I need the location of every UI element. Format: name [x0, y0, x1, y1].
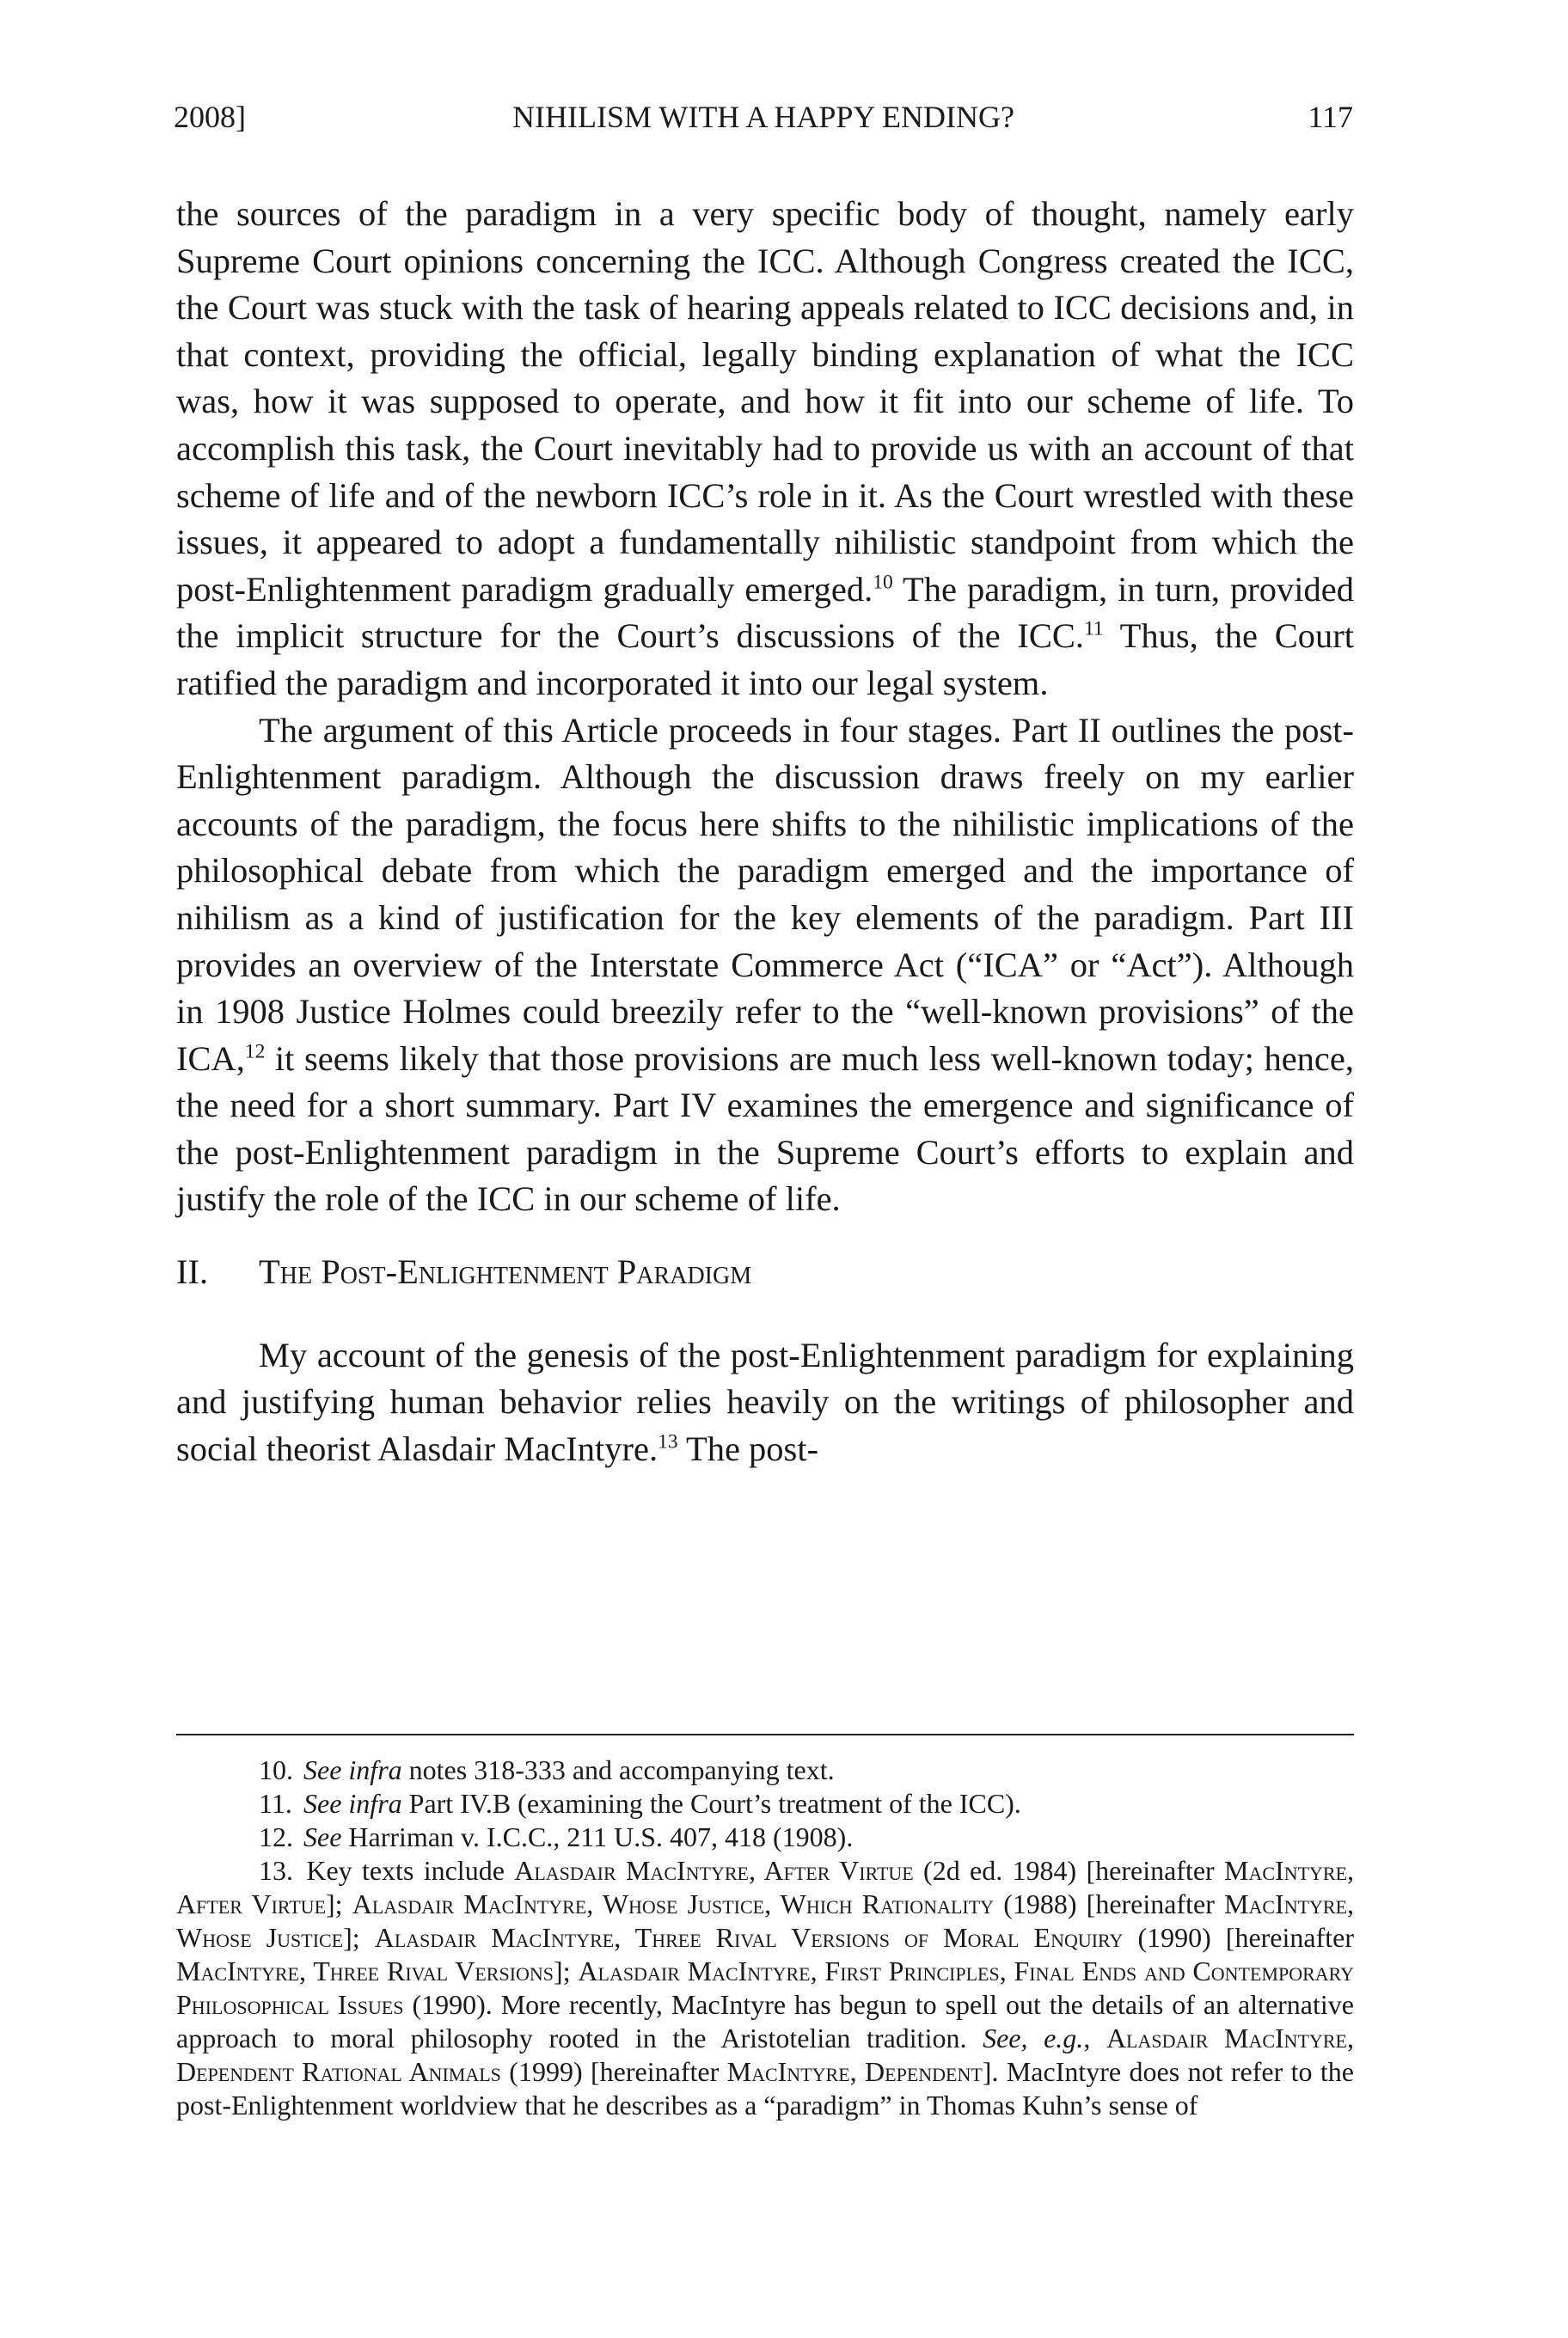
short-cite: MacIntyre, Dependent	[726, 2056, 983, 2087]
book-title: Alasdair MacIntyre, Dependent Rational Animals	[176, 2023, 1355, 2087]
citation-signal: See	[303, 1821, 342, 1852]
page-number: 117	[1308, 100, 1353, 134]
short-cite: MacIntyre, Whose Justice	[176, 1888, 1355, 1953]
paragraph-1	[176, 191, 1354, 707]
short-cite: MacIntyre, After Virtue	[176, 1855, 1355, 1919]
paragraph-1-text-c: Thus, the Court ratified the paradigm and incorporated it into our legal system.	[176, 616, 1354, 702]
book-title: Alasdair MacIntyre, After Virtue	[514, 1855, 914, 1886]
footnote-number: 11.	[259, 1788, 292, 1819]
header-year: 2008]	[174, 100, 246, 134]
running-header	[174, 93, 1353, 141]
footnote-text: (1999) [hereinafter	[500, 2056, 727, 2087]
section-heading	[176, 1249, 1354, 1296]
footnote-ref-13: 13	[658, 1430, 678, 1454]
footnote-text: Harriman v. I.C.C., 211 U.S. 407, 418 (1908).	[341, 1821, 854, 1852]
footnote-text: (2d ed. 1984) [hereinafter	[913, 1855, 1225, 1886]
book-title: Alasdair MacIntyre, Whose Justice, Which Rationality	[352, 1888, 995, 1919]
footnote-text: (1990) [hereinafter	[1123, 1922, 1354, 1953]
footnote-text: ,	[1083, 2023, 1106, 2053]
section-title: The Post-Enlightenment Paradigm	[259, 1252, 752, 1292]
section-number: II.	[176, 1252, 209, 1292]
paragraph-3-text-a: My account of the genesis of the post-Enlightenment paradigm for explaining and justifying human behavior relies heavily on the writings of philosopher and social theorist Alasdair MacIntyre.	[176, 1335, 1354, 1468]
citation-signal: See infra	[303, 1754, 402, 1785]
footnote-ref-12: 12	[244, 1040, 266, 1063]
footnote-13	[176, 1854, 1354, 2122]
footnote-text: ];	[554, 1955, 579, 1986]
footnotes	[176, 1754, 1354, 2122]
paragraph-2	[176, 707, 1354, 1224]
footnote-text: ];	[343, 1922, 375, 1953]
footnote-text: ]. MacIntyre does not refer to the post-Enlightenment worldview that he describes as a “paradigm” in Thomas Kuhn’s sense of	[176, 2056, 1355, 2121]
footnote-text: ];	[326, 1888, 352, 1919]
main-text	[176, 191, 1354, 1472]
footnote-10	[176, 1754, 1354, 1787]
footnote-number: 12.	[259, 1821, 293, 1852]
footnote-text: (1988) [hereinafter	[994, 1888, 1225, 1919]
header-title: NIHILISM WITH A HAPPY ENDING?	[512, 100, 1014, 134]
paragraph-1-text-b: The paradigm, in turn, provided the implicit structure for the Court’s discussions of the ICC.	[176, 569, 1354, 656]
footnote-12	[176, 1821, 1354, 1854]
footnote-text: Key texts include	[306, 1855, 515, 1886]
footnote-number: 13.	[259, 1855, 293, 1886]
citation-signal: See infra	[303, 1788, 402, 1819]
footnote-number: 10.	[259, 1754, 293, 1785]
paragraph-3	[176, 1332, 1354, 1473]
book-title: Alasdair MacIntyre, Three Rival Versions of Moral Enquiry	[374, 1922, 1124, 1953]
paragraph-3-text-b: The post-	[677, 1429, 819, 1468]
book-title: Alasdair MacIntyre, First Principles, Final Ends and Contemporary Philosophical Issues	[176, 1955, 1355, 2020]
paragraph-2-text-a: The argument of this Article proceeds in four stages. Part II outlines the post-Enlightenment paradigm. Although the discussion draws freely on my earlier accounts of the paradigm, the focus here shifts to the nihilistic implications of the philosophical debate from which the paradigm emerged and the importance of nihilism as a kind of justification for the key elements of the paradigm. Part III provides an overview of the Interstate Commerce Act (“ICA” or “Act”). Although in 1908 Justice Holmes could breezily refer to the “well-known provisions” of the ICA,	[176, 710, 1354, 1078]
footnote-ref-11: 11	[1084, 617, 1104, 640]
footnote-11	[176, 1787, 1354, 1821]
footnote-text: Part IV.B (examining the Court’s treatment of the ICC).	[401, 1788, 1021, 1819]
citation-signal: See, e.g.	[983, 2023, 1084, 2053]
footnote-divider	[176, 1734, 1354, 1735]
paragraph-2-text-b: it seems likely that those provisions are much less well-known today; hence, the need for a short summary. Part IV examines the emergence and significance of the post-Enlightenment paradigm in the Supreme Court’s efforts to explain and justify the role of the ICC in our scheme of life.	[176, 1038, 1354, 1219]
footnote-text: notes 318-333 and accompanying text.	[401, 1754, 835, 1785]
footnote-ref-10: 10	[873, 571, 893, 594]
footnote-text: (1990). More recently, MacIntyre has begun to spell out the details of an alternative approach to moral philosophy rooted in the Aristotelian tradition.	[176, 1989, 1354, 2053]
paragraph-1-text-a: the sources of the paradigm in a very specific body of thought, namely early Supreme Court opinions concerning the ICC. Although Congress created the ICC, the Court was stuck with the task of hearing appeals related to ICC decisions and, in that context, providing the official, legally binding explanation of what the ICC was, how it was supposed to operate, and how it fit into our scheme of life. To accomplish this task, the Court inevitably had to provide us with an account of that scheme of life and of the newborn ICC’s role in it. As the Court wrestled with these issues, it appeared to adopt a fundamentally nihilistic standpoint from which the post-Enlightenment paradigm gradually emerged.	[176, 194, 1354, 609]
short-cite: MacIntyre, Three Rival Versions	[176, 1955, 554, 1986]
